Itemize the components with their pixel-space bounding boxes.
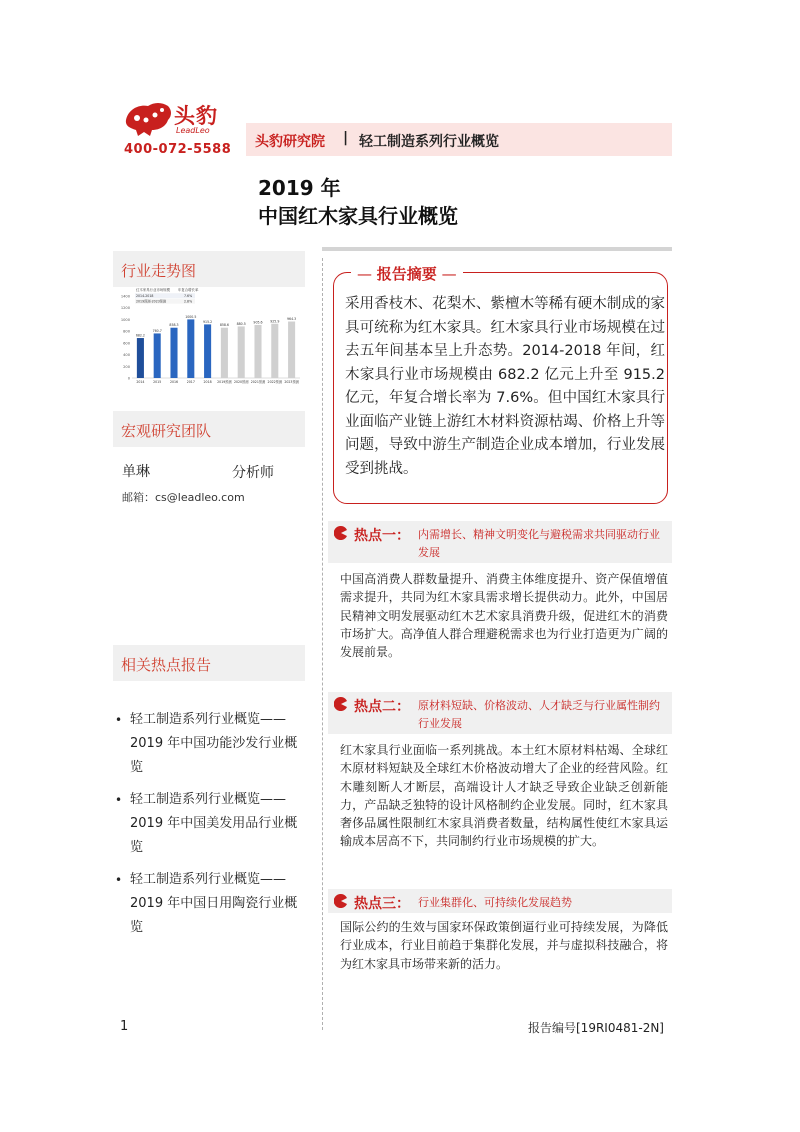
report-year: 2019 年 <box>258 176 341 200</box>
pie-marker-icon <box>334 526 348 540</box>
legend-header: 红木家具行业市场规模 <box>136 288 170 292</box>
bar-value-label: 915.2 <box>203 319 213 324</box>
x-tick-label: 2018 <box>203 380 212 384</box>
bar-2019预测 <box>221 328 228 378</box>
bar-value-label: 905.6 <box>253 320 263 325</box>
legend-header: 年复合增长率 <box>178 288 199 292</box>
related-report-line: 轻工制造系列行业概览—— <box>130 792 287 807</box>
bar-2015 <box>154 333 161 378</box>
y-tick-label: 800 <box>123 329 130 334</box>
summary-title: — 报告摘要 — <box>351 263 463 284</box>
x-tick-label: 2014 <box>136 380 145 384</box>
related-report-line: 2019 年中国美发用品行业概 <box>130 816 298 831</box>
header-separator: | <box>343 130 349 146</box>
team-heading <box>113 411 305 447</box>
related-report-line: 2019 年中国日用陶瓷行业概 <box>130 896 298 911</box>
leopard-logo-icon <box>122 98 174 138</box>
bar-2017 <box>187 319 194 378</box>
bar-2023预测 <box>288 322 295 378</box>
hotspot-3-desc: 行业集群化、可持续化发展趋势 <box>418 896 572 909</box>
x-tick-label: 2021预测 <box>250 380 266 384</box>
y-tick-label: 1000 <box>120 317 130 322</box>
bar-value-label: 880.5 <box>236 321 246 326</box>
x-tick-label: 2022预测 <box>267 380 283 384</box>
hotspot-3-heading <box>328 889 672 913</box>
summary-text: 采用香枝木、花梨木、紫檀木等稀有硬木制成的家具可统称为红木家具。红木家具行业市场规模在过去五年间基本呈上升态势。2014-2018 年间，红木家具行业市场规模由 682.2 亿元上升至 915.2 亿元，年复合增长率为 7.6%。但中国红木家具行业面临产业链上游红木材料资源枯竭、价格上升等问题，导致中游生产制造企业成本增加，行业发展受到挑战。 <box>345 296 665 477</box>
x-tick-label: 2019预测 <box>217 380 232 384</box>
bar-2016 <box>170 328 177 378</box>
y-tick-label: 600 <box>123 341 130 346</box>
bar-2021预测 <box>254 325 261 378</box>
logo-en: LeadLeo <box>176 126 210 135</box>
trend-chart <box>114 286 304 396</box>
trend-chart-svg <box>114 286 304 396</box>
bar-value-label: 682.2 <box>135 333 145 338</box>
related-report-line: 2019 年中国功能沙发行业概 <box>130 736 298 751</box>
bar-value-label: 1000.5 <box>185 314 197 319</box>
bar-value-label: 964.3 <box>287 317 297 322</box>
legend-cagr: 7.6% <box>184 294 193 298</box>
legend-period: 2019预测-2023预测 <box>136 299 167 304</box>
team-heading-label: 宏观研究团队 <box>121 422 212 440</box>
bullet-icon: • <box>115 713 123 727</box>
hotspot-2-body: 红木家具行业面临一系列挑战。本土红木原材料枯竭、全球红木原材料短缺及全球红木价格波动增大了企业的经营风险。红木雕刻断人才断层，高端设计人才缺乏导致企业缺乏创新能力，产品缺乏独特的设计风格制约企业发展。同时，红木家具奢侈品属性限制红木家具消费者数量，结构属性使红木家具运输成本居高不下，共同制约行业市场规模的扩大。 <box>340 743 668 849</box>
legend-period: 2014-2018 <box>136 294 154 298</box>
related-reports-list <box>113 708 313 948</box>
y-tick-label: 200 <box>123 364 130 369</box>
pie-marker-icon <box>334 697 348 711</box>
related-report-line: 览 <box>130 760 144 775</box>
brand-name: 头豹研究院 <box>255 134 325 150</box>
related-report-item[interactable] <box>113 788 313 860</box>
header-bar <box>246 123 672 156</box>
bar-value-label: 858.3 <box>169 323 179 328</box>
bar-2018 <box>204 324 211 378</box>
hotspot-3-label: 热点三： <box>354 896 410 912</box>
y-tick-label: 400 <box>123 353 130 358</box>
hotspot-1-label: 热点一： <box>354 528 410 544</box>
y-tick-label: 1200 <box>120 306 130 311</box>
hotspot-1-body: 中国高消费人群数量提升、消费主体维度提升、资产保值增值需求提升，共同为红木家具需求增长提供动力。此外，中国居民精神文明发展驱动红木艺术家具消费升级，促进红木的消费市场扩大。高净值人群合理避税需求也为行业打造更为广阔的发展前景。 <box>340 572 668 660</box>
hotspot-2-desc: 原材料短缺、价格波动、人才缺乏与行业属性制约行业发展 <box>418 699 660 730</box>
related-report-line: 轻工制造系列行业概览—— <box>130 872 287 887</box>
x-tick-label: 2016 <box>169 380 179 384</box>
bar-value-label: 925.9 <box>270 319 280 324</box>
related-report-item[interactable] <box>113 708 313 780</box>
hotspot-1-desc: 内需增长、精神文明变化与避税需求共同驱动行业发展 <box>418 528 660 559</box>
bullet-icon: • <box>115 873 123 887</box>
analyst-name: 单琳 <box>122 464 150 480</box>
x-tick-label: 2020预测 <box>233 380 249 384</box>
analyst-role: 分析师 <box>232 465 274 481</box>
related-report-line: 轻工制造系列行业概览—— <box>130 712 287 727</box>
related-report-item[interactable] <box>113 868 313 940</box>
hotspot-2-heading <box>328 692 672 734</box>
bar-2014 <box>137 338 144 378</box>
y-tick-label: 0 <box>127 376 130 381</box>
hotline: 400-072-5588 <box>124 142 232 157</box>
related-report-line: 览 <box>130 840 144 855</box>
hotspot-1-heading <box>328 521 672 563</box>
logo-text: 头豹 <box>174 104 218 128</box>
bar-2020预测 <box>238 326 245 378</box>
x-tick-label: 2017 <box>186 380 195 384</box>
trend-heading <box>113 251 305 287</box>
report-code: 报告编号[19RI0481-2N] <box>528 1021 664 1035</box>
related-heading <box>113 645 305 681</box>
x-tick-label: 2023预测 <box>284 380 299 384</box>
bar-value-label: 760.7 <box>152 328 162 333</box>
trend-heading-label: 行业走势图 <box>121 262 197 280</box>
y-tick-label: 1400 <box>120 294 130 299</box>
legend-cagr: 2.8% <box>184 299 193 304</box>
related-report-line: 览 <box>130 920 144 935</box>
pie-marker-icon <box>334 894 348 908</box>
top-rule <box>322 247 672 251</box>
report-title: 中国红木家具行业概览 <box>258 204 458 228</box>
analyst-email[interactable]: 邮箱：cs@leadleo.com <box>122 491 245 504</box>
bar-value-label: 858.6 <box>219 323 229 328</box>
page-number: 1 <box>120 1019 129 1034</box>
hotspot-2-label: 热点二： <box>354 699 410 715</box>
summary-title-text: 报告摘要 <box>376 265 437 283</box>
column-divider <box>322 258 323 1030</box>
hotspot-3-body: 国际公约的生效与国家环保政策倒逼行业可持续发展，为降低行业成本，行业目前趋于集群化发展，并与虚拟科技融合，将为红木家具市场带来新的活力。 <box>340 920 668 971</box>
related-heading-label: 相关热点报告 <box>121 656 212 674</box>
series-name: 轻工制造系列行业概览 <box>359 134 499 150</box>
x-tick-label: 2015 <box>153 380 162 384</box>
bullet-icon: • <box>115 793 123 807</box>
bar-2022预测 <box>271 324 278 378</box>
